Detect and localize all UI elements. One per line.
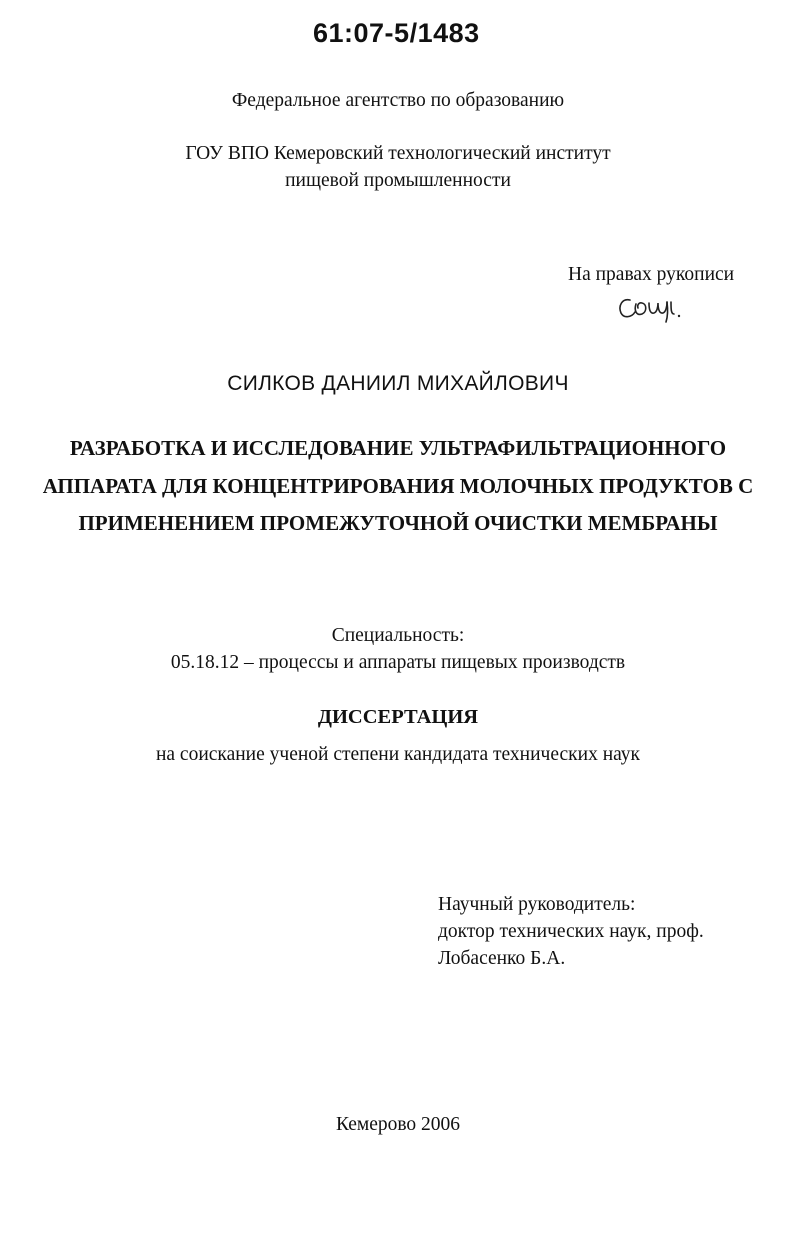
document-type: ДИССЕРТАЦИЯ [317, 706, 479, 728]
specialty-value: 05.18.12 – процессы и аппараты пищевых производств [170, 652, 626, 673]
supervisor-name: Лобасенко Б.А. [438, 948, 566, 969]
agency-name: Федеральное агентство по образованию [231, 90, 565, 111]
city-year: Кемерово 2006 [335, 1114, 461, 1135]
title-line-1: РАЗРАБОТКА И ИССЛЕДОВАНИЕ УЛЬТРАФИЛЬТРАЦИОННОГО [69, 436, 727, 460]
title-line-3: ПРИМЕНЕНИЕМ ПРОМЕЖУТОЧНОЙ ОЧИСТКИ МЕМБРАНЫ [78, 511, 718, 535]
institution-line-2: пищевой промышленности [285, 170, 511, 191]
supervisor-block [438, 891, 704, 972]
specialty [0, 622, 796, 676]
institution-name [0, 140, 796, 194]
title-line-2: АППАРАТА ДЛЯ КОНЦЕНТРИРОВАНИЯ МОЛОЧНЫХ ПРОДУКТОВ С [42, 473, 754, 498]
supervisor-title: доктор технических наук, проф. [438, 921, 704, 942]
degree-description: на соискание ученой степени кандидата технических наук [155, 744, 641, 765]
manuscript-rights: На правах рукописи [568, 264, 735, 285]
specialty-label: Специальность: [331, 625, 465, 646]
handwritten-signature [616, 292, 688, 326]
dissertation-title [0, 430, 796, 543]
registry-code: 61:07-5/1483 [313, 18, 480, 48]
institution-line-1: ГОУ ВПО Кемеровский технологический институт [185, 143, 611, 164]
author-name: СИЛКОВ ДАНИИЛ МИХАЙЛОВИЧ [227, 372, 569, 395]
supervisor-label: Научный руководитель: [438, 894, 636, 915]
